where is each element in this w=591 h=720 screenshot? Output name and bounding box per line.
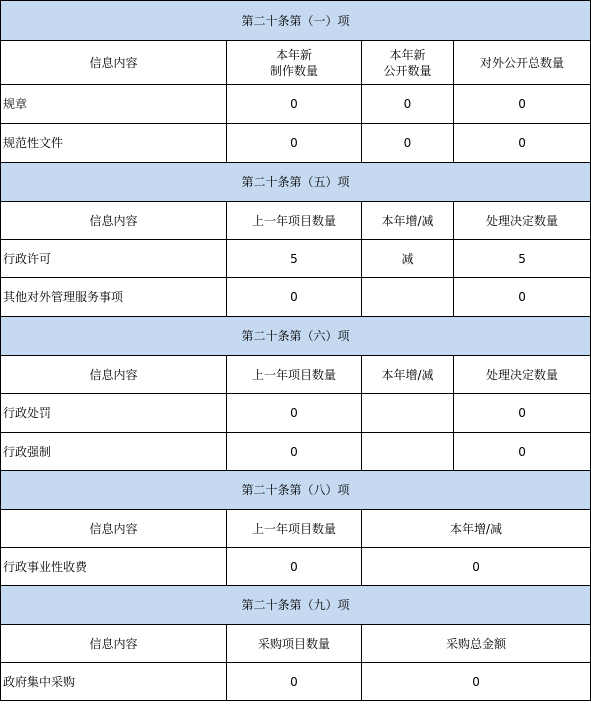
column-header-row [1, 41, 591, 85]
cell-value: 0 [454, 278, 591, 317]
section-header-row [1, 317, 591, 356]
row-label: 规范性文件 [1, 124, 227, 163]
cell-value: 0 [454, 124, 591, 163]
cell-value: 0 [362, 85, 454, 124]
section-title: 第二十条第（六）项 [1, 317, 591, 356]
cell-value: 0 [227, 394, 362, 433]
col-header-line: 本年新 [275, 47, 312, 62]
table-row [1, 85, 591, 124]
col-header-info: 信息内容 [1, 510, 227, 548]
cell-value: 0 [362, 548, 591, 586]
table-row [1, 240, 591, 278]
col-header-line: 本年新 [389, 47, 426, 62]
cell-value: 0 [362, 663, 591, 701]
section-title: 第二十条第（八）项 [1, 471, 591, 510]
table-row [1, 394, 591, 433]
col-header-new-public [362, 41, 454, 85]
col-header-procurement-amount: 采购总金额 [362, 625, 591, 663]
col-header-new-made [227, 41, 362, 85]
cell-value: 0 [227, 433, 362, 471]
section-title: 第二十条第（九）项 [1, 586, 591, 625]
col-header-info: 信息内容 [1, 202, 227, 240]
col-header-last-year-count: 上一年项目数量 [227, 202, 362, 240]
col-header-change: 本年增/减 [362, 356, 454, 394]
cell-value [362, 394, 454, 433]
section-title: 第二十条第（五）项 [1, 163, 591, 202]
column-header-row [1, 202, 591, 240]
column-header-row [1, 510, 591, 548]
row-label: 行政事业性收费 [1, 548, 227, 586]
cell-value: 0 [454, 85, 591, 124]
table-row [1, 124, 591, 163]
cell-value: 0 [227, 278, 362, 317]
column-header-row [1, 356, 591, 394]
table-row [1, 278, 591, 317]
cell-value: 0 [227, 85, 362, 124]
cell-value: 0 [454, 433, 591, 471]
col-header-info: 信息内容 [1, 356, 227, 394]
row-label: 规章 [1, 85, 227, 124]
cell-value [362, 278, 454, 317]
cell-value: 0 [227, 663, 362, 701]
cell-value: 5 [454, 240, 591, 278]
cell-value: 0 [454, 394, 591, 433]
section-header-row [1, 471, 591, 510]
section-header-row [1, 1, 591, 41]
col-header-last-year-count: 上一年项目数量 [227, 356, 362, 394]
row-label: 其他对外管理服务事项 [1, 278, 227, 317]
row-label: 行政强制 [1, 433, 227, 471]
col-header-change: 本年增/减 [362, 510, 591, 548]
section-header-row [1, 586, 591, 625]
col-header-info: 信息内容 [1, 625, 227, 663]
table-row [1, 433, 591, 471]
row-label: 行政处罚 [1, 394, 227, 433]
cell-value: 0 [227, 124, 362, 163]
col-header-line: 制作数量 [269, 63, 318, 78]
row-label: 行政许可 [1, 240, 227, 278]
cell-value: 0 [227, 548, 362, 586]
col-header-decisions: 处理决定数量 [454, 202, 591, 240]
row-label: 政府集中采购 [1, 663, 227, 701]
section-title: 第二十条第（一）项 [1, 1, 591, 41]
column-header-row [1, 625, 591, 663]
table-row [1, 548, 591, 586]
table-row [1, 663, 591, 701]
col-header-change: 本年增/减 [362, 202, 454, 240]
col-header-total-public: 对外公开总数量 [454, 41, 591, 85]
cell-value: 减 [362, 240, 454, 278]
col-header-line: 公开数量 [383, 63, 432, 78]
cell-value [362, 433, 454, 471]
col-header-info: 信息内容 [1, 41, 227, 85]
section-header-row [1, 163, 591, 202]
col-header-procurement-count: 采购项目数量 [227, 625, 362, 663]
cell-value: 0 [362, 124, 454, 163]
cell-value: 5 [227, 240, 362, 278]
col-header-decisions: 处理决定数量 [454, 356, 591, 394]
col-header-last-year-count: 上一年项目数量 [227, 510, 362, 548]
